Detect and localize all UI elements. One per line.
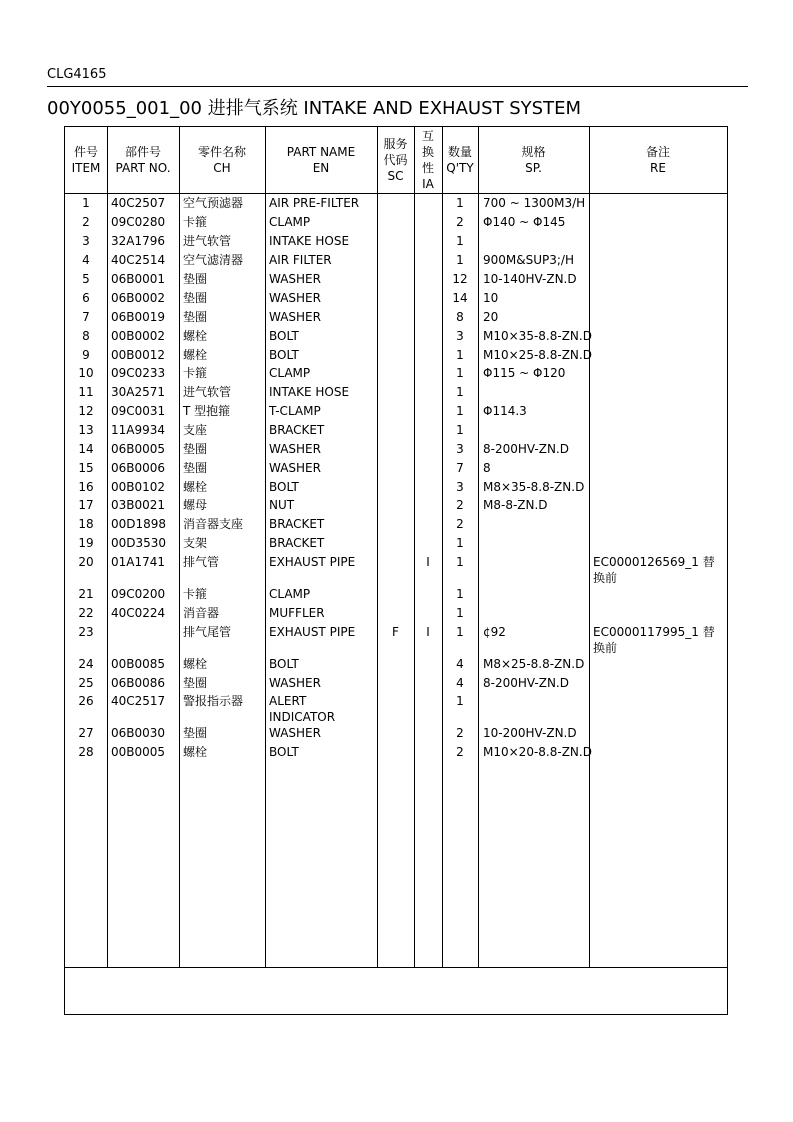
cell-part-no: 09C0233 <box>111 366 166 380</box>
cell-spec: 700 ~ 1300M3/H <box>483 196 586 210</box>
cell-interchange: I <box>426 555 430 569</box>
cell-name-ch: T 型抱箍 <box>183 404 231 418</box>
cell-quantity: 1 <box>456 366 464 380</box>
cell-spec: M10×20-8.8-ZN.D <box>483 745 592 759</box>
cell-part-no: 00D1898 <box>111 517 167 531</box>
header-item: 件号 ITEM <box>71 145 101 175</box>
cell-item: 7 <box>82 310 90 324</box>
model-code: CLG4165 <box>47 67 107 82</box>
cell-spec: 8-200HV-ZN.D <box>483 676 569 690</box>
cell-spec: Φ114.3 <box>483 404 527 418</box>
header-rule <box>47 86 748 87</box>
cell-quantity: 1 <box>456 536 464 550</box>
cell-name-ch: 消音器支座 <box>183 517 244 531</box>
cell-part-no: 06B0001 <box>111 272 166 286</box>
cell-name-ch: 螺栓 <box>183 480 208 494</box>
cell-spec: 10 <box>483 291 499 305</box>
cell-name-en: WASHER <box>269 291 321 305</box>
cell-name-ch: 垫圈 <box>183 310 208 324</box>
cell-quantity: 1 <box>456 694 464 708</box>
cell-name-en: NUT <box>269 498 295 512</box>
cell-part-no: 06B0030 <box>111 726 166 740</box>
cell-name-ch: 螺栓 <box>183 329 208 343</box>
column-divider <box>265 127 266 967</box>
cell-quantity: 1 <box>456 555 464 569</box>
cell-name-en: T-CLAMP <box>269 404 321 418</box>
cell-item: 26 <box>78 694 94 708</box>
cell-item: 15 <box>78 461 94 475</box>
cell-quantity: 4 <box>456 676 464 690</box>
cell-item: 23 <box>78 625 94 639</box>
cell-spec: 20 <box>483 310 499 324</box>
cell-part-no: 40C2517 <box>111 694 166 708</box>
cell-name-en: WASHER <box>269 310 321 324</box>
cell-name-en: BRACKET <box>269 536 325 550</box>
cell-remark: EC0000126569_1 替换前 <box>593 555 715 585</box>
cell-name-ch: 螺母 <box>183 498 208 512</box>
cell-spec: M8×35-8.8-ZN.D <box>483 480 585 494</box>
cell-part-no: 06B0002 <box>111 291 166 305</box>
cell-name-en: INTAKE HOSE <box>269 385 350 399</box>
cell-quantity: 2 <box>456 726 464 740</box>
cell-spec: M10×25-8.8-ZN.D <box>483 348 592 362</box>
cell-name-en: ALERT INDICATOR <box>269 694 336 724</box>
cell-item: 21 <box>78 587 94 601</box>
cell-name-ch: 卡箍 <box>183 587 208 601</box>
column-divider <box>377 127 378 967</box>
header-service-code: 服务 代码 SC <box>383 137 408 183</box>
cell-spec: Φ140 ~ Φ145 <box>483 215 566 229</box>
cell-quantity: 1 <box>456 234 464 248</box>
header-name-ch: 零件名称 CH <box>197 145 246 175</box>
column-divider <box>478 127 479 967</box>
header-quantity: 数量 Q'TY <box>446 145 474 175</box>
cell-quantity: 1 <box>456 423 464 437</box>
cell-spec: 8-200HV-ZN.D <box>483 442 569 456</box>
cell-item: 19 <box>78 536 94 550</box>
cell-part-no: 09C0031 <box>111 404 166 418</box>
cell-name-ch: 消音器 <box>183 606 220 620</box>
cell-quantity: 14 <box>452 291 468 305</box>
cell-name-en: INTAKE HOSE <box>269 234 350 248</box>
cell-part-no: 09C0200 <box>111 587 166 601</box>
cell-part-no: 32A1796 <box>111 234 166 248</box>
cell-name-en: EXHAUST PIPE <box>269 625 356 639</box>
cell-quantity: 1 <box>456 385 464 399</box>
parts-table <box>64 126 728 1015</box>
cell-quantity: 3 <box>456 442 464 456</box>
cell-quantity: 2 <box>456 745 464 759</box>
cell-name-ch: 空气预滤器 <box>183 196 244 210</box>
cell-item: 2 <box>82 215 90 229</box>
cell-name-en: WASHER <box>269 726 321 740</box>
cell-part-no: 03B0021 <box>111 498 166 512</box>
cell-name-en: BOLT <box>269 348 299 362</box>
cell-part-no: 06B0006 <box>111 461 166 475</box>
cell-name-ch: 垫圈 <box>183 676 208 690</box>
cell-spec: 900M&SUP3;/H <box>483 253 574 267</box>
cell-quantity: 1 <box>456 404 464 418</box>
cell-part-no: 40C2507 <box>111 196 166 210</box>
cell-part-no: 00B0085 <box>111 657 166 671</box>
cell-spec: ¢92 <box>483 625 506 639</box>
cell-name-ch: 排气管 <box>183 555 220 569</box>
cell-name-en: WASHER <box>269 461 321 475</box>
column-divider <box>414 127 415 967</box>
cell-spec: M8-8-ZN.D <box>483 498 548 512</box>
cell-name-ch: 排气尾管 <box>183 625 232 639</box>
cell-name-ch: 支座 <box>183 423 208 437</box>
cell-quantity: 1 <box>456 606 464 620</box>
cell-spec: 10-140HV-ZN.D <box>483 272 577 286</box>
cell-name-en: BRACKET <box>269 517 325 531</box>
cell-item: 10 <box>78 366 94 380</box>
cell-name-en: BOLT <box>269 480 299 494</box>
cell-part-no: 30A2571 <box>111 385 166 399</box>
cell-name-en: WASHER <box>269 676 321 690</box>
cell-part-no: 06B0019 <box>111 310 166 324</box>
cell-name-ch: 支架 <box>183 536 208 550</box>
cell-name-en: EXHAUST PIPE <box>269 555 356 569</box>
cell-part-no: 00D3530 <box>111 536 167 550</box>
cell-name-ch: 卡箍 <box>183 215 208 229</box>
cell-item: 24 <box>78 657 94 671</box>
cell-name-ch: 卡箍 <box>183 366 208 380</box>
cell-service-code: F <box>392 625 399 639</box>
cell-quantity: 7 <box>456 461 464 475</box>
cell-part-no: 00B0005 <box>111 745 166 759</box>
cell-quantity: 1 <box>456 625 464 639</box>
cell-name-en: WASHER <box>269 442 321 456</box>
cell-part-no: 11A9934 <box>111 423 166 437</box>
cell-part-no: 00B0102 <box>111 480 166 494</box>
header-interchange: 互 换 性 IA <box>421 129 434 191</box>
cell-item: 1 <box>82 196 90 210</box>
cell-quantity: 2 <box>456 498 464 512</box>
cell-item: 9 <box>82 348 90 362</box>
cell-name-ch: 警报指示器 <box>183 694 244 708</box>
cell-name-ch: 垫圈 <box>183 461 208 475</box>
cell-quantity: 1 <box>456 253 464 267</box>
cell-part-no: 00B0002 <box>111 329 166 343</box>
cell-spec: Φ115 ~ Φ120 <box>483 366 566 380</box>
cell-name-en: AIR PRE-FILTER <box>269 196 360 210</box>
header-part-no: 部件号 PART NO. <box>115 145 171 175</box>
cell-quantity: 1 <box>456 196 464 210</box>
cell-name-ch: 螺栓 <box>183 657 208 671</box>
cell-spec: 10-200HV-ZN.D <box>483 726 577 740</box>
cell-item: 12 <box>78 404 94 418</box>
cell-item: 20 <box>78 555 94 569</box>
cell-quantity: 3 <box>456 480 464 494</box>
cell-name-en: BRACKET <box>269 423 325 437</box>
cell-item: 27 <box>78 726 94 740</box>
cell-part-no: 40C2514 <box>111 253 166 267</box>
cell-remark: EC0000117995_1 替换前 <box>593 625 715 655</box>
header-divider <box>65 193 727 194</box>
cell-item: 8 <box>82 329 90 343</box>
cell-name-en: CLAMP <box>269 366 311 380</box>
cell-item: 18 <box>78 517 94 531</box>
cell-item: 25 <box>78 676 94 690</box>
header-remark: 备注 RE <box>645 145 670 175</box>
cell-name-en: BOLT <box>269 745 299 759</box>
cell-item: 28 <box>78 745 94 759</box>
cell-item: 11 <box>78 385 94 399</box>
cell-name-ch: 垫圈 <box>183 726 208 740</box>
cell-name-en: MUFFLER <box>269 606 325 620</box>
cell-item: 17 <box>78 498 94 512</box>
cell-part-no: 40C0224 <box>111 606 166 620</box>
cell-name-ch: 垫圈 <box>183 272 208 286</box>
column-divider <box>179 127 180 967</box>
column-divider <box>589 127 590 967</box>
cell-quantity: 4 <box>456 657 464 671</box>
cell-spec: 8 <box>483 461 491 475</box>
cell-quantity: 2 <box>456 215 464 229</box>
cell-item: 14 <box>78 442 94 456</box>
cell-part-no: 09C0280 <box>111 215 166 229</box>
cell-quantity: 12 <box>452 272 468 286</box>
cell-item: 6 <box>82 291 90 305</box>
header-name-en: PART NAME EN <box>286 145 356 175</box>
cell-part-no: 01A1741 <box>111 555 166 569</box>
cell-quantity: 1 <box>456 348 464 362</box>
cell-name-ch: 进气软管 <box>183 385 232 399</box>
cell-name-ch: 螺栓 <box>183 348 208 362</box>
cell-quantity: 1 <box>456 587 464 601</box>
cell-part-no: 06B0086 <box>111 676 166 690</box>
cell-name-en: WASHER <box>269 272 321 286</box>
cell-name-ch: 进气软管 <box>183 234 232 248</box>
cell-item: 22 <box>78 606 94 620</box>
cell-name-ch: 垫圈 <box>183 291 208 305</box>
cell-item: 13 <box>78 423 94 437</box>
cell-name-en: CLAMP <box>269 215 311 229</box>
footer-divider <box>65 967 727 968</box>
cell-item: 5 <box>82 272 90 286</box>
cell-spec: M10×35-8.8-ZN.D <box>483 329 592 343</box>
cell-name-en: BOLT <box>269 329 299 343</box>
cell-item: 16 <box>78 480 94 494</box>
header-spec: 规格 SP. <box>521 145 546 175</box>
cell-name-ch: 垫圈 <box>183 442 208 456</box>
cell-item: 4 <box>82 253 90 267</box>
cell-quantity: 3 <box>456 329 464 343</box>
page-title: 00Y0055_001_00 进排气系统 INTAKE AND EXHAUST SYSTEM <box>47 98 581 119</box>
cell-item: 3 <box>82 234 90 248</box>
cell-name-en: AIR FILTER <box>269 253 332 267</box>
cell-spec: M8×25-8.8-ZN.D <box>483 657 585 671</box>
cell-name-ch: 空气滤清器 <box>183 253 244 267</box>
column-divider <box>107 127 108 967</box>
cell-quantity: 2 <box>456 517 464 531</box>
cell-part-no: 00B0012 <box>111 348 166 362</box>
cell-quantity: 8 <box>456 310 464 324</box>
cell-part-no: 06B0005 <box>111 442 166 456</box>
cell-name-en: BOLT <box>269 657 299 671</box>
cell-interchange: I <box>426 625 430 639</box>
cell-name-en: CLAMP <box>269 587 311 601</box>
cell-name-ch: 螺栓 <box>183 745 208 759</box>
